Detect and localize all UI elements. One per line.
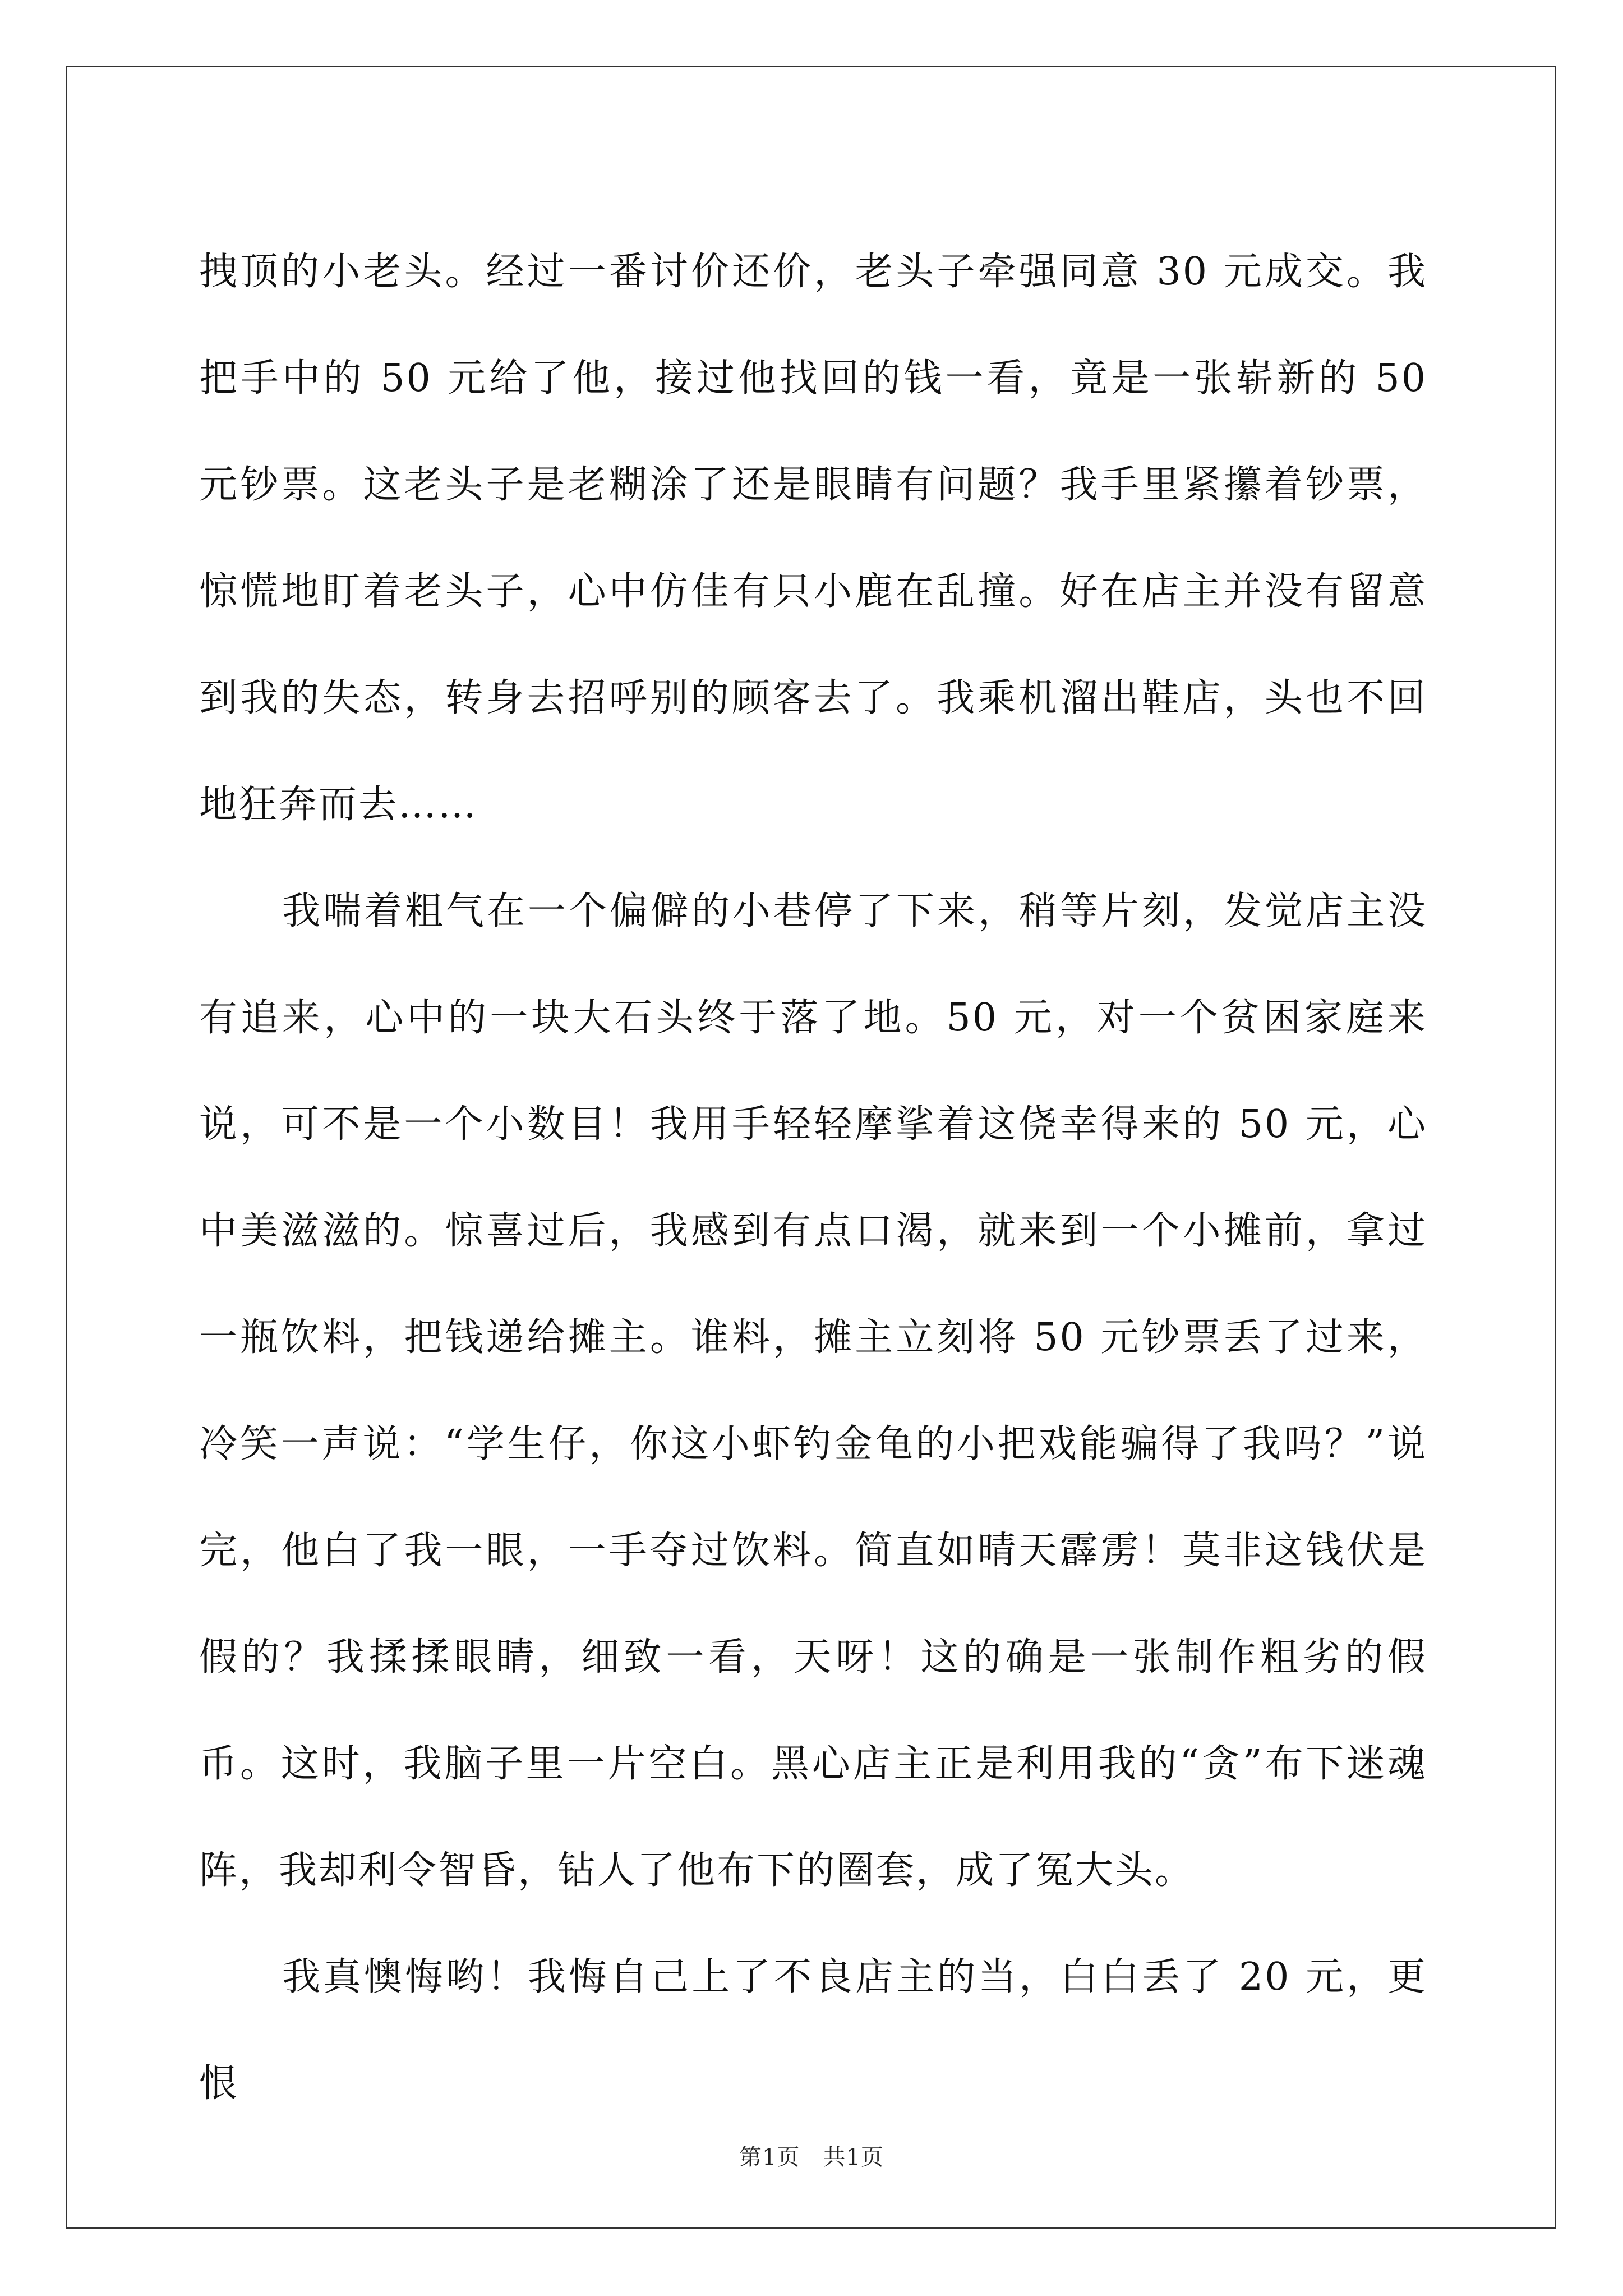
document-body [199, 219, 1427, 2137]
page-number-footer: 第1页 共1页 [739, 2145, 884, 2170]
paragraph-3: 我真懊悔哟！我悔自己上了不良店主的当，白白丢了 20 元，更恨 [199, 1955, 1427, 2106]
paragraph-2: 我喘着粗气在一个偏僻的小巷停了下来，稍等片刻，发觉店主没有追来，心中的一块大石头终于落了地。50 元，对一个贫困家庭来说，可不是一个小数目！我用手轻轻摩挲着这侥幸得来的 50 元，心中美滋滋的。惊喜过后，我感到有点口渴，就来到一个小摊前，拿过一瓶饮料，把钱递给摊主。谁料，摊主立刻将 50 元钞票丢了过来，冷笑一声说：“学生仔，你这小虾钓金龟的小把戏能骗得了我吗？”说完，他白了我一眼，一手夺过饮料。简直如晴天霹雳！莫非这钱伏是假的？我揉揉眼睛，细致一看，天呀！这的确是一张制作粗劣的假币。这时，我脑子里一片空白。黑心店主正是利用我的“贪”布下迷魂阵，我却利令智昏，钻人了他布下的圈套，成了冤大头。 [199, 889, 1427, 1893]
paragraph-1: 拽顶的小老头。经过一番讨价还价，老头子牵强同意 30 元成交。我把手中的 50 元给了他，接过他找回的钱一看，竟是一张崭新的 50 元钞票。这老头子是老糊涂了还是眼睛有问题？我手里紧攥着钞票，惊慌地盯着老头子，心中仿佳有只小鹿在乱撞。好在店主并没有留意到我的失态，转身去招呼别的顾客去了。我乘机溜出鞋店，头也不回地狂奔而去…… [199, 250, 1427, 827]
